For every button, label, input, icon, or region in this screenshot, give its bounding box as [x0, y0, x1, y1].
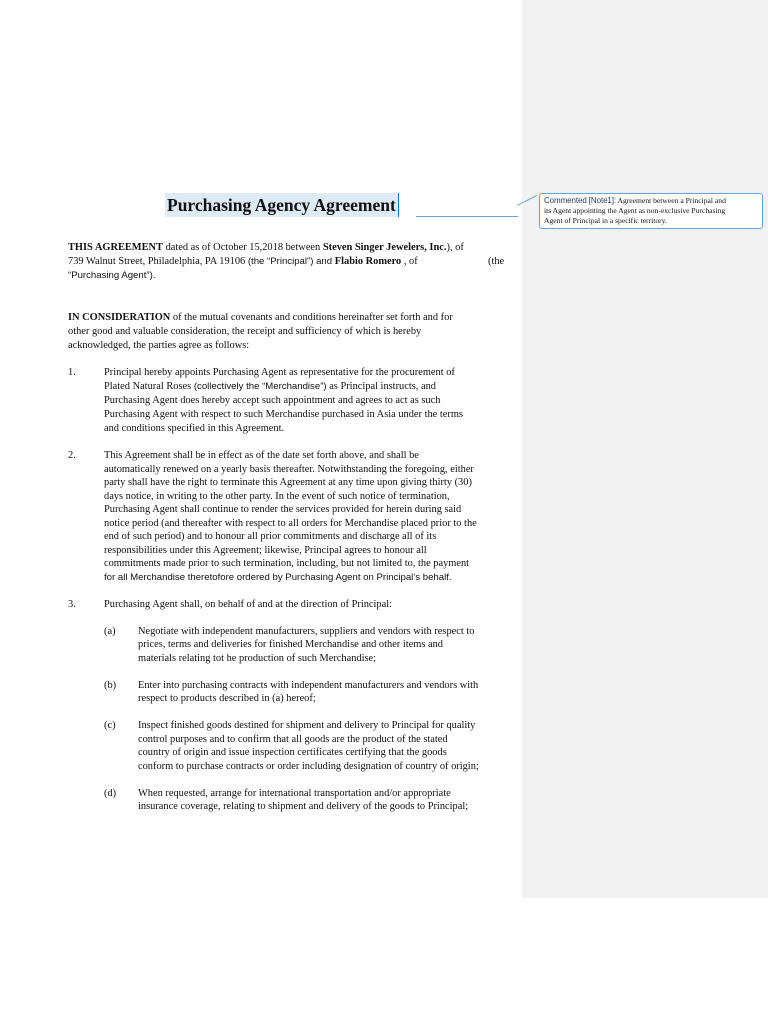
comment-pane: [522, 0, 768, 898]
clause-3-number: 3.: [68, 599, 76, 610]
document-title[interactable]: Purchasing Agency Agreement: [165, 193, 399, 217]
comment-anchor-line: [416, 216, 518, 217]
clause-2-line: automatically renewed on a yearly basis thereafter. Notwithstanding the foregoing, either: [104, 464, 474, 475]
subclause-a-line: Negotiate with independent manufacturers, suppliers and vendors with respect to: [138, 626, 475, 637]
subclause-d-line: insurance coverage, relating to shipment and delivery of the goods to Principal;: [138, 801, 469, 812]
clause-1-line: Principal hereby appoints Purchasing Agent as representative for the procurement of: [104, 367, 455, 378]
clause-3-line: Purchasing Agent shall, on behalf of and at the direction of Principal:: [104, 599, 392, 610]
clause-1-number: 1.: [68, 367, 76, 378]
merchandise-defined-term: (collectively the “Merchandise”): [191, 381, 327, 392]
principal-name: Steven Singer Jewelers, Inc.: [322, 242, 447, 253]
comment-text-line: Agent of Principal in a specific territory.: [544, 216, 667, 225]
clause-2-line: This Agreement shall be in effect as of the date set forth above, and shall be: [104, 450, 419, 461]
comment-label: Commented [Note1]:: [544, 196, 617, 205]
subclause-c-label: (c): [104, 720, 116, 731]
clause-1-line: and conditions specified in this Agreement.: [104, 423, 285, 434]
intro-text: dated as of October 15,2018 between: [162, 242, 323, 253]
agent-name: Flabio Romero: [334, 256, 402, 267]
comment-text-line: Agreement between a Principal and: [617, 196, 726, 205]
clause-2-line: for all Merchandise theretofore ordered by Purchasing Agent on Principal’s behalf.: [104, 572, 452, 583]
clause-2-line: notice period (and thereafter with respect to all orders for Merchandise placed prior to the: [104, 518, 477, 529]
clause-2-line: commitments made prior to such termination, including, but not limited to, the payment: [104, 558, 470, 569]
consideration-line-3: acknowledged, the parties agree as follows:: [68, 340, 250, 351]
subclause-c-line: control purposes and to confirm that all goods are the product of the stated: [138, 734, 448, 745]
clause-2-line: party shall have the right to terminate this Agreement at any time upon giving thirty (30): [104, 477, 472, 488]
clause-1-line: Purchasing Agent does hereby accept such appointment and agrees to act as such: [104, 395, 441, 406]
subclause-b-line: Enter into purchasing contracts with independent manufacturers and vendors with: [138, 680, 479, 691]
clause-2-line: days notice, in writing to the other party. In the event of such notice of termination,: [104, 491, 450, 502]
clause-text: as Principal instructs, and: [326, 381, 436, 392]
comment-balloon[interactable]: [539, 193, 763, 229]
page-margin-bottom: [0, 898, 768, 1024]
intro-line-2: [68, 255, 418, 269]
consideration-line-2: other good and valuable consideration, the receipt and sufficiency of which is hereby: [68, 326, 422, 337]
intro-line-2-end: (the: [488, 256, 505, 267]
subclause-a-label: (a): [104, 626, 116, 637]
intro-lead: THIS AGREEMENT: [68, 242, 163, 253]
product-name: Plated Natural Roses: [104, 381, 192, 392]
subclause-c-line: country of origin and issue inspection certificates certifying that the goods: [138, 747, 447, 758]
clause-2-line: end of such period) and to honour all prior commitments and discharge all of its: [104, 531, 437, 542]
consideration-text: of the mutual covenants and conditions hereinafter set forth and for: [170, 312, 453, 323]
clause-2-number: 2.: [68, 450, 76, 461]
subclause-c-line: conform to purchase contracts or order including designation of country of origin;: [138, 761, 479, 772]
clause-1-line: [104, 380, 436, 394]
subclause-d-line: When requested, arrange for international transportation and/or appropriate: [138, 788, 451, 799]
principal-address: 739 Walnut Street, Philadelphia, PA 19106: [68, 256, 248, 267]
clause-2-line: responsibilities under this Agreement; likewise, Principal agrees to honour all: [104, 545, 427, 556]
subclause-d-label: (d): [104, 788, 117, 799]
subclause-a-line: materials relating tot he production of such Merchandise;: [138, 653, 377, 664]
intro-text: ), of: [446, 242, 464, 253]
intro-text: , of: [401, 256, 418, 267]
comment-text-line: its Agent appointing the Agent as non-exclusive Purchasing: [544, 206, 726, 215]
clause-2-line: Purchasing Agent shall continue to render the services provided for herein during said: [104, 504, 462, 515]
clause-1-line: Purchasing Agent with respect to such Merchandise purchased in Asia under the terms: [104, 409, 463, 420]
intro-line-1: [68, 241, 464, 255]
subclause-b-label: (b): [104, 680, 117, 691]
principal-defined-term: (the “Principal”) and: [247, 256, 335, 267]
intro-line-3: “Purchasing Agent”).: [68, 270, 156, 281]
consideration-line-1: [68, 311, 453, 325]
consideration-lead: IN CONSIDERATION: [68, 312, 171, 323]
subclause-b-line: respect to products described in (a) hereof;: [138, 693, 316, 704]
subclause-a-line: prices, terms and deliveries for finished Merchandise and other items and: [138, 639, 443, 650]
subclause-c-line: Inspect finished goods destined for shipment and delivery to Principal for quality: [138, 720, 476, 731]
